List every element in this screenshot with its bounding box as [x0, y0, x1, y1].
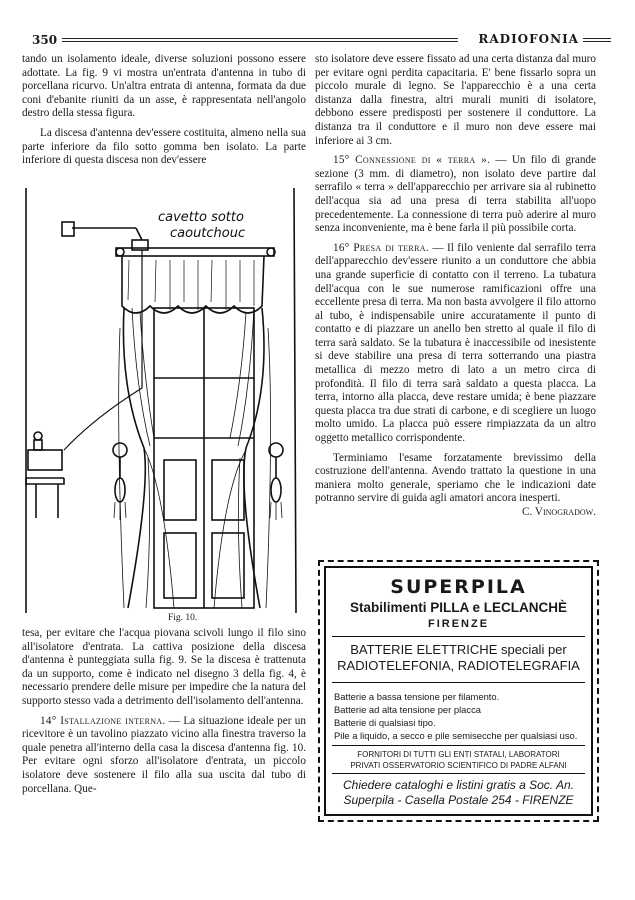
paragraph: tesa, per evitare che l'acqua piovana scivoli lungo il filo sino all'isolatore d'entrata. La cattiva posizione della discesa d'antenna è punteggiata sulla fig. 9. Se la discesa è trattenuta da un supporto, come è indicato nel disegno 3 della fig. 4, è necessario prendere delle misure per impedire che la natura del supporto stesso vada a detrimento dell'isolamento dell'antenna.: [22, 627, 306, 707]
figure-caption: Fig. 10.: [168, 613, 198, 623]
page-number: 350: [32, 33, 58, 47]
ad-product-list: [334, 690, 577, 742]
ad-product-item: Pile a liquido, a secco e pile semisecche per qualsiasi uso.: [334, 730, 578, 741]
ad-headline-1: BATTERIE ELETTRICHE speciali per: [350, 642, 567, 657]
section-15: [315, 154, 596, 236]
ad-city: FIRENZE: [427, 618, 490, 630]
section-16: [315, 242, 596, 446]
ad-suppliers: [326, 749, 591, 771]
paragraph: tando un isolamento ideale, diverse soluzioni possono essere adottate. La fig. 9 vi mostra un'entrata d'antenna in tubo di porcellana ricurvo. Un'altra entrata di antenna, formata da due coni d'ebanite riuniti da un asse, è rappresentata nell'angolo destro della stessa figura.: [22, 53, 306, 120]
ad-footer-line: Chiedere cataloghi e listini gratis a Soc. An.: [342, 778, 574, 792]
section-heading: 16° Presa di terra.: [333, 241, 429, 254]
ad-headline-2: RADIOTELEFONIA, RADIOTELEGRAFIA: [337, 658, 580, 673]
ad-product-item: Batterie a bassa tensione per filamento.: [334, 691, 500, 702]
section-text: — Il filo veniente dal serrafilo terra dell'apparecchio dev'essere riunito a un conduttore che abbia una grande superficie di contatto con il terreno. La tubatura dell'acqua con le sue numerose ramificazioni offre una eccellente presa di terra. Ma non basta avvolgere il filo attorno al tubo, è indispensabile unire accuratamente il punto di contatto e di piazzare un anello ben stretto al quale il filo di terra sarà saldato. Se la tubatura è inaccessibile od inesistente si deve stabilire una presa di terra sotterrando una piastra metallica di mezzo metro di lato a un metro circa di profondità. Il filo di terra sarà saldato a questa placca. La terra, intorno alla placca, deve restare umida; è bene piazzare questa placca tra due strati di carbone, e di scegliere un luogo molto umido. La placca può essere rimpiazzata da un altro oggetto metallico corrispondente.: [315, 241, 596, 445]
header-rule: [62, 38, 458, 42]
closing-paragraph: Terminiamo l'esame forzatamente brevissimo della costruzione dell'antenna. Avendo trattato la questione in una maniera molto generale, speriamo che le indicazioni date potranno servire di guida agli amatori ancora inesperti.: [315, 451, 596, 505]
paragraph: sto isolatore deve essere fissato ad una certa distanza dal muro per evitare ogni perdita capacitaria. E' bene fissarlo sopra un piccolo murale di legno. Se l'apparecchio è a una certa distanza dalla finestra, altri murali muniti di isolatore, debbono essere predisposti per sostenere il conduttore. La distanza tra il conduttore e il muro non deve essere mai inferiore ai 3 cm.: [315, 53, 596, 147]
ad-divider: [332, 745, 585, 746]
superpila-advertisement: [318, 560, 599, 822]
ad-footer: [326, 778, 591, 808]
section-heading: 14° Istallazione interna.: [40, 714, 166, 727]
page-header: [22, 30, 613, 50]
paragraph: La discesa d'antenna dev'essere costituita, almeno nella sua parte inferiore da filo sotto gomma ben isolato. La parte inferiore di questa discesa non dev'essere: [22, 126, 306, 167]
window-curtain-drawing: [24, 188, 304, 613]
ad-footer-line: Superpila - Casella Postale 254 - FIRENZE: [343, 793, 574, 807]
figure-label-line2: caoutchouc: [170, 226, 246, 241]
ad-product-item: Batterie di qualsiasi tipo.: [334, 717, 436, 728]
section-text: — La situazione ideale per un ricevitore è un tavolino piazzato vicino alla finestra traverso la quale penetra all'interno della casa la discesa d'antenna fig. 10. Per evitare ogni sforzo all'isolatore d'entrata, un piccolo isolatore deve sostenere il filo alla sua uscita dal tubo di porcellana. Que-: [22, 714, 306, 795]
ad-frame: [324, 566, 593, 816]
ad-product-item: Batterie ad alta tensione per placca: [334, 704, 481, 715]
running-title: RADIOFONIA: [478, 32, 579, 46]
header-rule-end: [583, 38, 611, 42]
figure-label-line1: cavetto sotto: [158, 210, 244, 225]
ad-suppliers-line: PRIVATI OSSERVATORIO SCIENTIFICO DI PADRE ALFANI: [350, 761, 567, 770]
right-column: [315, 53, 596, 520]
section-text: — Un filo di grande sezione (3 mm. di diametro), non isolato deve partire dal serrafilo « terra » dell'apparecchio per arrivare sia al rubinetto dell'acqua sia ad una presa di terra stabilita all'uopo precedentemente. La connessione di terra può aderire al muro senza inconveniente, ma è bene farla il più possibile corta.: [315, 154, 596, 235]
ad-divider: [332, 636, 585, 637]
ad-divider: [332, 773, 585, 774]
left-column-top: [22, 53, 306, 168]
section-14: [22, 715, 306, 797]
figure-window-illustration: [24, 188, 304, 613]
section-heading: 15° Connessione di « terra ».: [333, 154, 491, 167]
ad-divider: [332, 682, 585, 683]
ad-suppliers-line: FORNITORI DI TUTTI GLI ENTI STATALI, LABORATORI: [357, 750, 560, 759]
ad-subtitle: Stabilimenti PILLA e LECLANCHÈ: [349, 600, 567, 615]
ad-brand: SUPERPILA: [390, 576, 527, 598]
author-signature: C. Vinogradow.: [522, 506, 596, 518]
left-column-bottom: [22, 627, 306, 796]
